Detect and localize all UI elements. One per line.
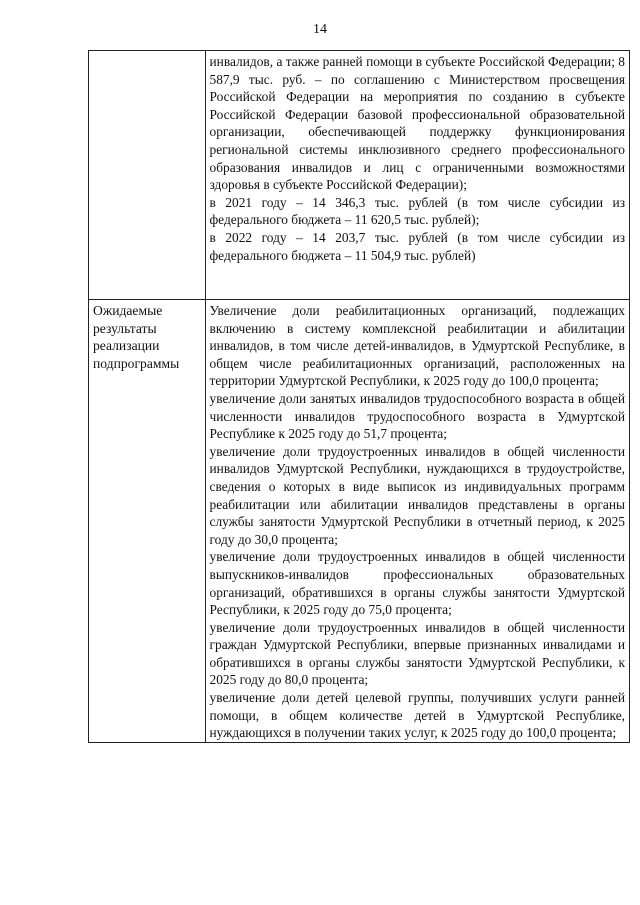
row-label: Ожидаемые результаты реализации подпрограммы	[93, 303, 180, 371]
paragraph: инвалидов, а также ранней помощи в субъекте Российской Федерации; 8 587,9 тыс. руб. – по соглашению с Министерством просвещения Российской Федерации на мероприятия по созданию в субъекте Российской Федерации базовой профессиональной образовательной организации, обеспечивающей поддержку функционирования региональной системы инклюзивного среднего профессионального образования инвалидов и лиц с ограниченными возможностями здоровья в субъекте Российской Федерации);	[209, 54, 625, 193]
row-content-cell	[205, 51, 630, 300]
paragraph: Увеличение доли реабилитационных организаций, подлежащих включению в систему комплексной реабилитации и абилитации инвалидов, в том числе детей-инвалидов, в Удмуртской Республике, в общем числе реабилитационных организаций, расположенных на территории Удмуртской Республики, к 2025 году до 100,0 процента;	[209, 303, 625, 389]
paragraph: увеличение доли трудоустроенных инвалидов в общей численности инвалидов Удмуртской Республики, нуждающихся в трудоустройстве, сведения о которых в виде выписок из индивидуальных программ реабилитации или абилитации инвалидов представлены в органы службы занятости Удмуртской Республики в отчетный период, к 2025 году до 30,0 процента;	[209, 443, 625, 547]
paragraph: в 2022 году – 14 203,7 тыс. рублей (в том числе субсидии из федерального бюджета – 11 504,9 тыс. рублей)	[209, 229, 625, 263]
subprogram-passport-table	[88, 50, 630, 743]
paragraph: увеличение доли трудоустроенных инвалидов в общей численности выпускников-инвалидов профессиональных образовательных организаций, обратившихся в органы службы занятости Удмуртской Республики, к 2025 году до 75,0 процента;	[209, 549, 625, 618]
row-label-cell	[89, 51, 206, 300]
paragraph: в 2021 году – 14 346,3 тыс. рублей (в том числе субсидии из федерального бюджета – 11 620,5 тыс. рублей);	[209, 194, 625, 228]
row-content-cell	[205, 300, 630, 743]
table-row	[89, 300, 630, 743]
paragraph: увеличение доли трудоустроенных инвалидов в общей численности граждан Удмуртской Республики, впервые признанных инвалидами и обратившихся в органы службы занятости Удмуртской Республики, к 2025 году до 80,0 процента;	[209, 619, 625, 688]
page-number: 14	[313, 22, 327, 37]
row-label-cell	[89, 300, 206, 743]
paragraph: увеличение доли детей целевой группы, получивших услуги ранней помощи, в общем количестве детей в Удмуртской Республике, нуждающихся в получении таких услуг, к 2025 году до 100,0 процента;	[209, 690, 625, 741]
table-row	[89, 51, 630, 300]
paragraph: увеличение доли занятых инвалидов трудоспособного возраста в общей численности инвалидов трудоспособного возраста в Удмуртской Республике к 2025 году до 51,7 процента;	[209, 390, 625, 442]
